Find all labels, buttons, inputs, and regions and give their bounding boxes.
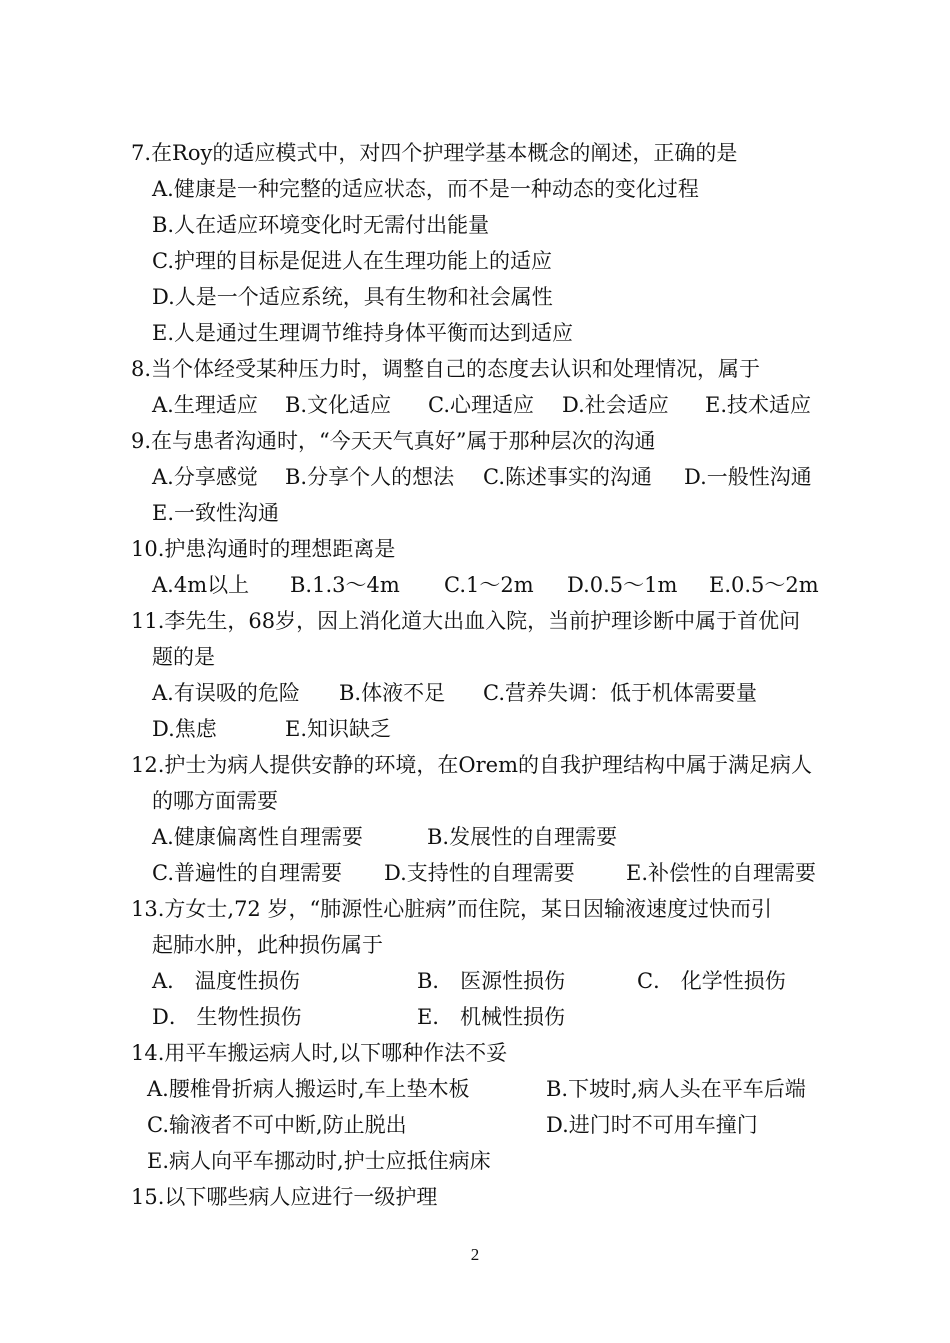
question-10-option-a: A.4m以上 bbox=[152, 573, 250, 597]
question-12-option-e: E.补偿性的自理需要 bbox=[626, 861, 817, 885]
question-12-option-d: D.支持性的自理需要 bbox=[384, 861, 575, 885]
question-12-option-a: A.健康偏离性自理需要 bbox=[152, 825, 363, 849]
question-9-option-c: C.陈述事实的沟通 bbox=[483, 465, 652, 489]
question-7-stem: 7.在Roy的适应模式中，对四个护理学基本概念的阐述，正确的是 bbox=[131, 141, 738, 165]
question-9-option-b: B.分享个人的想法 bbox=[285, 465, 455, 489]
question-12-stem-line-2: 的哪方面需要 bbox=[152, 789, 278, 813]
question-10-option-d: D.0.5～1m bbox=[567, 573, 678, 597]
question-15-stem: 15.以下哪些病人应进行一级护理 bbox=[131, 1185, 438, 1209]
question-14-option-c: C.输液者不可中断,防止脱出 bbox=[147, 1113, 407, 1137]
question-10-option-c: C.1～2m bbox=[444, 573, 534, 597]
question-13-option-e: E． 机械性损伤 bbox=[417, 1005, 566, 1029]
question-14-option-d: D.进门时不可用车撞门 bbox=[546, 1113, 758, 1137]
question-12-stem-line-1: 12.护士为病人提供安静的环境，在Orem的自我护理结构中属于满足病人 bbox=[131, 753, 812, 777]
question-11-stem-line-1: 11.李先生，68岁，因上消化道大出血入院，当前护理诊断中属于首优问 bbox=[131, 609, 801, 633]
question-14-stem: 14.用平车搬运病人时,以下哪种作法不妥 bbox=[131, 1041, 508, 1065]
question-8-option-a: A.生理适应 bbox=[152, 393, 258, 417]
question-12-option-b: B.发展性的自理需要 bbox=[427, 825, 618, 849]
question-8-option-b: B.文化适应 bbox=[285, 393, 392, 417]
question-9-stem: 9.在与患者沟通时，“今天天气真好”属于那种层次的沟通 bbox=[131, 429, 656, 453]
question-8-option-c: C.心理适应 bbox=[428, 393, 534, 417]
question-11-option-a: A.有误吸的危险 bbox=[152, 681, 300, 705]
question-12-option-c: C.普遍性的自理需要 bbox=[152, 861, 342, 885]
question-13-option-d: D． 生物性损伤 bbox=[152, 1005, 302, 1029]
question-8-stem: 8.当个体经受某种压力时，调整自己的态度去认识和处理情况，属于 bbox=[131, 357, 761, 381]
page-number: 2 bbox=[470, 1245, 480, 1264]
question-11-option-e: E.知识缺乏 bbox=[285, 717, 392, 741]
question-13-stem-line-2: 起肺水肿，此种损伤属于 bbox=[152, 933, 383, 957]
question-8-option-d: D.社会适应 bbox=[562, 393, 669, 417]
question-14-option-e: E.病人向平车挪动时,护士应抵住病床 bbox=[147, 1149, 491, 1173]
question-7-option-c: C.护理的目标是促进人在生理功能上的适应 bbox=[152, 249, 552, 273]
question-11-option-d: D.焦虑 bbox=[152, 717, 217, 741]
question-13-stem-line-1: 13.方女士,72 岁，“肺源性心脏病”而住院，某日因输液速度过快而引 bbox=[131, 897, 772, 921]
question-8-option-e: E.技术适应 bbox=[705, 393, 812, 417]
question-11-stem-line-2: 题的是 bbox=[152, 645, 215, 669]
question-11-option-c: C.营养失调：低于机体需要量 bbox=[483, 681, 757, 705]
question-7-option-d: D.人是一个适应系统，具有生物和社会属性 bbox=[152, 285, 553, 309]
question-13-option-b: B． 医源性损伤 bbox=[417, 969, 566, 993]
question-14-option-a: A.腰椎骨折病人搬运时,车上垫木板 bbox=[147, 1077, 470, 1101]
question-14-option-b: B.下坡时,病人头在平车后端 bbox=[546, 1077, 806, 1101]
question-7-option-a: A.健康是一种完整的适应状态，而不是一种动态的变化过程 bbox=[152, 177, 699, 201]
question-10-option-b: B.1.3～4m bbox=[290, 573, 400, 597]
question-11-option-b: B.体液不足 bbox=[339, 681, 446, 705]
question-13-option-c: C． 化学性损伤 bbox=[637, 969, 786, 993]
question-9-option-d: D.一般性沟通 bbox=[684, 465, 812, 489]
question-13-option-a: A． 温度性损伤 bbox=[152, 969, 300, 993]
question-7-option-e: E.人是通过生理调节维持身体平衡而达到适应 bbox=[152, 321, 574, 345]
question-9-option-a: A.分享感觉 bbox=[152, 465, 258, 489]
question-9-option-e: E.一致性沟通 bbox=[152, 501, 280, 525]
question-7-option-b: B.人在适应环境变化时无需付出能量 bbox=[152, 213, 490, 237]
question-10-option-e: E.0.5～2m bbox=[709, 573, 819, 597]
question-10-stem: 10.护患沟通时的理想距离是 bbox=[131, 537, 396, 561]
